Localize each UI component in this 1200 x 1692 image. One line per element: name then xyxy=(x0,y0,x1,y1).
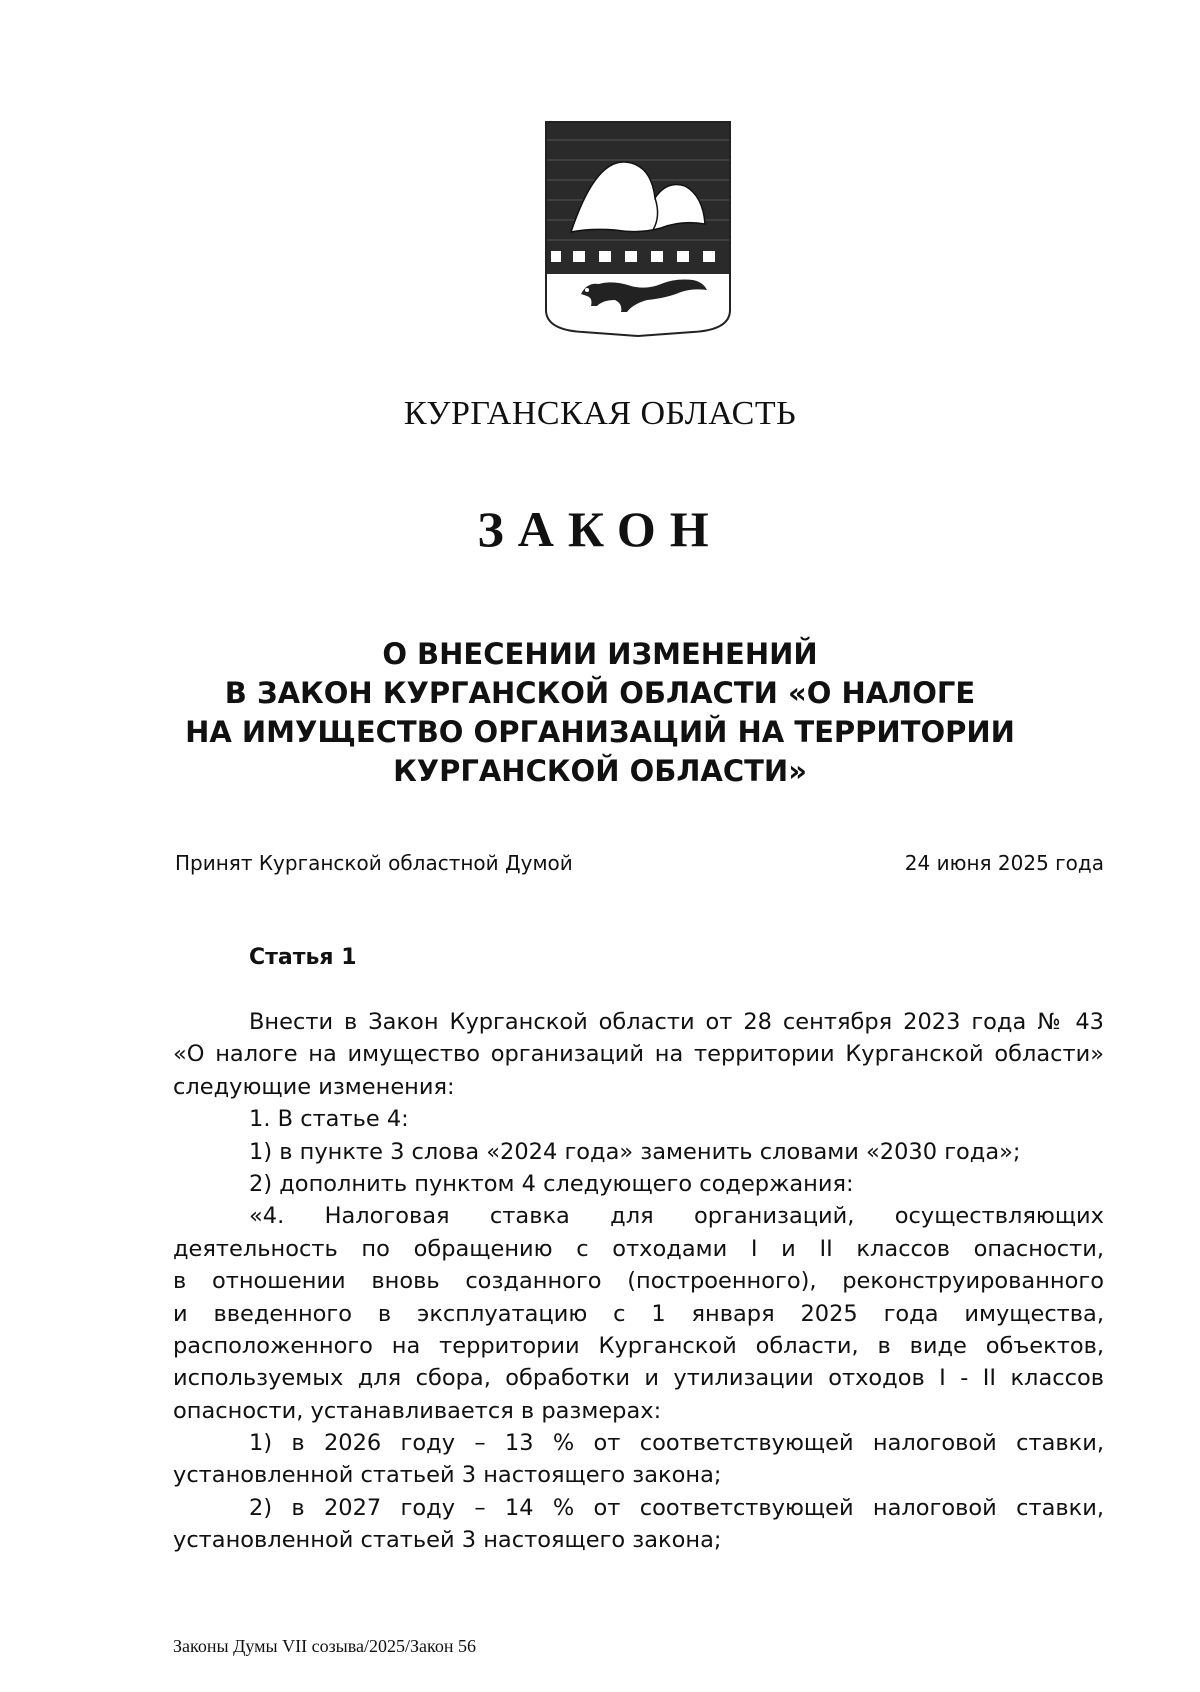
body-line: «О налоге на имущество организаций на территории Курганской области» xyxy=(173,1041,1104,1068)
region-name: КУРГАНСКАЯ ОБЛАСТЬ xyxy=(403,395,797,432)
body-line: 1) в 2026 году – 13 % от соответствующей налоговой ставки, xyxy=(249,1430,1104,1457)
law-title-line: КУРГАНСКОЙ ОБЛАСТИ» xyxy=(393,754,807,788)
article-body xyxy=(173,1006,1104,1557)
body-line: установленной статьей 3 настоящего закона; xyxy=(173,1462,722,1489)
coat-of-arms-emblem xyxy=(543,120,733,360)
body-line: следующие изменения: xyxy=(173,1073,455,1100)
adopted-by: Принят Курганской областной Думой xyxy=(175,851,573,875)
kurgan-oblast-coat-of-arms-icon xyxy=(543,120,733,360)
body-line: опасности, устанавливается в размерах: xyxy=(173,1397,662,1424)
document-type: ЗАКОН xyxy=(477,501,723,557)
body-line: и введенного в эксплуатацию с 1 января 2025 года имущества, xyxy=(173,1300,1104,1327)
body-line: 2) в 2027 году – 14 % от соответствующей налоговой ставки, xyxy=(249,1494,1104,1521)
body-line: 2) дополнить пунктом 4 следующего содержания: xyxy=(249,1170,854,1197)
body-line: используемых для сбора, обработки и утилизации отходов I - II классов xyxy=(173,1365,1104,1392)
body-line: 1) в пункте 3 слова «2024 года» заменить словами «2030 года»; xyxy=(249,1138,1021,1165)
body-line: в отношении вновь созданного (построенного), реконструированного xyxy=(173,1268,1104,1295)
body-line: расположенного на территории Курганской области, в виде объектов, xyxy=(173,1332,1104,1359)
body-line: 1. В статье 4: xyxy=(249,1106,409,1133)
footer-reference: Законы Думы VII созыва/2025/Закон 56 xyxy=(173,1636,476,1656)
adoption-date: 24 июня 2025 года xyxy=(904,851,1104,875)
body-line: установленной статьей 3 настоящего закона; xyxy=(173,1527,722,1554)
law-title-line: О ВНЕСЕНИИ ИЗМЕНЕНИЙ xyxy=(382,637,818,671)
law-title-line: НА ИМУЩЕСТВО ОРГАНИЗАЦИЙ НА ТЕРРИТОРИИ xyxy=(185,715,1015,749)
law-title xyxy=(0,635,1200,791)
body-line: деятельность по обращению с отходами I и II классов опасности, xyxy=(173,1235,1104,1262)
body-line: Внести в Закон Курганской области от 28 сентября 2023 года № 43 xyxy=(249,1009,1104,1035)
body-line: «4. Налоговая ставка для организаций, осуществляющих xyxy=(249,1203,1104,1230)
article-heading: Статья 1 xyxy=(249,945,357,970)
law-title-line: В ЗАКОН КУРГАНСКОЙ ОБЛАСТИ «О НАЛОГЕ xyxy=(224,676,976,710)
